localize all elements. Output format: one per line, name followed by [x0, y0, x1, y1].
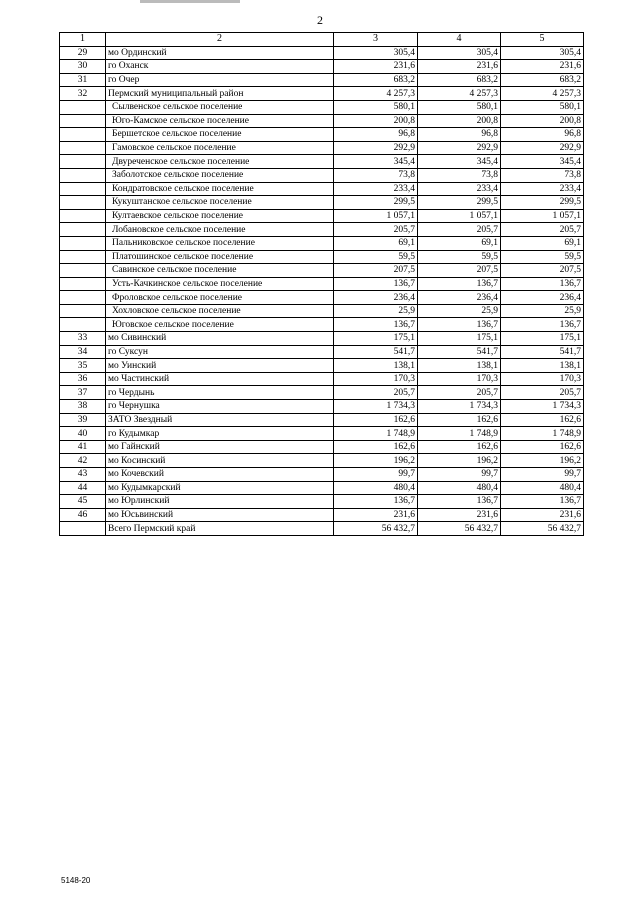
municipality-name-cell: мо Уинский [106, 359, 334, 373]
table-row [60, 182, 584, 196]
value-col5-cell: 138,1 [501, 359, 584, 373]
row-number-cell: 39 [60, 413, 106, 427]
table-row [60, 495, 584, 509]
value-col5-cell: 136,7 [501, 318, 584, 332]
value-col5-cell: 162,6 [501, 440, 584, 454]
row-number-cell [60, 304, 106, 318]
value-col4-cell: 56 432,7 [418, 522, 501, 536]
value-col5-cell: 1 734,3 [501, 400, 584, 414]
row-number-cell: 30 [60, 60, 106, 74]
value-col5-cell: 4 257,3 [501, 87, 584, 101]
value-col5-cell: 480,4 [501, 481, 584, 495]
municipality-name-cell: го Чердынь [106, 386, 334, 400]
row-number-cell [60, 182, 106, 196]
table-row [60, 196, 584, 210]
value-col4-cell: 4 257,3 [418, 87, 501, 101]
budget-table [59, 32, 584, 536]
row-number-cell: 29 [60, 46, 106, 60]
municipality-name-cell: Двуреченское сельское поселение [106, 155, 334, 169]
row-number-cell: 31 [60, 73, 106, 87]
value-col4-cell: 236,4 [418, 291, 501, 305]
row-number-cell [60, 264, 106, 278]
table-row [60, 372, 584, 386]
municipality-name-cell: Бершетское сельское поселение [106, 128, 334, 142]
value-col5-cell: 345,4 [501, 155, 584, 169]
table-row [60, 209, 584, 223]
value-col5-cell: 1 057,1 [501, 209, 584, 223]
value-col4-cell: 138,1 [418, 359, 501, 373]
column-header: 4 [418, 33, 501, 47]
table-body [60, 33, 584, 536]
municipality-name-cell: Юго-Камское сельское поселение [106, 114, 334, 128]
table-row [60, 277, 584, 291]
table-row [60, 223, 584, 237]
value-col4-cell: 580,1 [418, 100, 501, 114]
value-col4-cell: 480,4 [418, 481, 501, 495]
value-col3-cell: 136,7 [334, 318, 418, 332]
value-col4-cell: 292,9 [418, 141, 501, 155]
value-col5-cell: 233,4 [501, 182, 584, 196]
table-row [60, 87, 584, 101]
value-col4-cell: 196,2 [418, 454, 501, 468]
value-col5-cell: 683,2 [501, 73, 584, 87]
table-row [60, 468, 584, 482]
row-number-cell [60, 128, 106, 142]
value-col4-cell: 96,8 [418, 128, 501, 142]
value-col3-cell: 236,4 [334, 291, 418, 305]
table-row [60, 332, 584, 346]
value-col5-cell: 96,8 [501, 128, 584, 142]
row-number-cell [60, 250, 106, 264]
value-col3-cell: 196,2 [334, 454, 418, 468]
row-number-cell: 45 [60, 495, 106, 509]
table-header-row [60, 33, 584, 47]
table-row [60, 522, 584, 536]
value-col3-cell: 136,7 [334, 495, 418, 509]
value-col3-cell: 345,4 [334, 155, 418, 169]
value-col5-cell: 25,9 [501, 304, 584, 318]
value-col3-cell: 207,5 [334, 264, 418, 278]
value-col3-cell: 162,6 [334, 440, 418, 454]
row-number-cell [60, 291, 106, 305]
municipality-name-cell: мо Косинский [106, 454, 334, 468]
column-header: 1 [60, 33, 106, 47]
table-row [60, 359, 584, 373]
municipality-name-cell: мо Кудымкарский [106, 481, 334, 495]
table-row [60, 427, 584, 441]
municipality-name-cell: Фроловское сельское поселение [106, 291, 334, 305]
value-col5-cell: 305,4 [501, 46, 584, 60]
table-row [60, 413, 584, 427]
value-col5-cell: 207,5 [501, 264, 584, 278]
value-col5-cell: 231,6 [501, 508, 584, 522]
value-col5-cell: 170,3 [501, 372, 584, 386]
municipality-name-cell: Гамовское сельское поселение [106, 141, 334, 155]
table-row [60, 60, 584, 74]
row-number-cell: 41 [60, 440, 106, 454]
value-col3-cell: 170,3 [334, 372, 418, 386]
value-col4-cell: 25,9 [418, 304, 501, 318]
municipality-name-cell: го Очер [106, 73, 334, 87]
municipality-name-cell: Заболотское сельское поселение [106, 168, 334, 182]
scan-artifact [140, 0, 240, 3]
row-number-cell [60, 522, 106, 536]
municipality-name-cell: Сылвенское сельское поселение [106, 100, 334, 114]
value-col4-cell: 1 734,3 [418, 400, 501, 414]
value-col3-cell: 59,5 [334, 250, 418, 264]
municipality-name-cell: го Кудымкар [106, 427, 334, 441]
value-col4-cell: 1 748,9 [418, 427, 501, 441]
value-col4-cell: 99,7 [418, 468, 501, 482]
value-col3-cell: 73,8 [334, 168, 418, 182]
municipality-name-cell: мо Частинский [106, 372, 334, 386]
value-col3-cell: 25,9 [334, 304, 418, 318]
value-col4-cell: 136,7 [418, 318, 501, 332]
row-number-cell: 37 [60, 386, 106, 400]
municipality-name-cell: Пермский муниципальный район [106, 87, 334, 101]
value-col3-cell: 233,4 [334, 182, 418, 196]
value-col4-cell: 170,3 [418, 372, 501, 386]
municipality-name-cell: Юговское сельское поселение [106, 318, 334, 332]
value-col3-cell: 175,1 [334, 332, 418, 346]
value-col4-cell: 207,5 [418, 264, 501, 278]
value-col4-cell: 136,7 [418, 277, 501, 291]
row-number-cell: 32 [60, 87, 106, 101]
row-number-cell: 46 [60, 508, 106, 522]
table-row [60, 141, 584, 155]
value-col5-cell: 205,7 [501, 223, 584, 237]
column-header: 2 [106, 33, 334, 47]
table-row [60, 318, 584, 332]
table-row [60, 264, 584, 278]
value-col4-cell: 683,2 [418, 73, 501, 87]
municipality-name-cell: мо Кочевский [106, 468, 334, 482]
table-row [60, 250, 584, 264]
municipality-name-cell: Кукуштанское сельское поселение [106, 196, 334, 210]
row-number-cell [60, 196, 106, 210]
value-col3-cell: 69,1 [334, 236, 418, 250]
table-row [60, 155, 584, 169]
table-row [60, 400, 584, 414]
row-number-cell [60, 114, 106, 128]
value-col5-cell: 231,6 [501, 60, 584, 74]
value-col4-cell: 73,8 [418, 168, 501, 182]
row-number-cell [60, 141, 106, 155]
municipality-name-cell: го Чернушка [106, 400, 334, 414]
value-col3-cell: 205,7 [334, 386, 418, 400]
row-number-cell: 42 [60, 454, 106, 468]
table-row [60, 440, 584, 454]
table-row [60, 128, 584, 142]
municipality-name-cell: Савинское сельское поселение [106, 264, 334, 278]
value-col5-cell: 580,1 [501, 100, 584, 114]
municipality-name-cell: Култаевское сельское поселение [106, 209, 334, 223]
value-col3-cell: 1 057,1 [334, 209, 418, 223]
row-number-cell: 34 [60, 345, 106, 359]
value-col3-cell: 162,6 [334, 413, 418, 427]
value-col3-cell: 4 257,3 [334, 87, 418, 101]
table-row [60, 304, 584, 318]
value-col4-cell: 136,7 [418, 495, 501, 509]
page-number: 2 [317, 13, 323, 27]
municipality-name-cell: мо Гайнский [106, 440, 334, 454]
row-number-cell: 33 [60, 332, 106, 346]
value-col3-cell: 56 432,7 [334, 522, 418, 536]
value-col3-cell: 96,8 [334, 128, 418, 142]
value-col4-cell: 69,1 [418, 236, 501, 250]
value-col5-cell: 162,6 [501, 413, 584, 427]
municipality-name-cell: мо Сивинский [106, 332, 334, 346]
value-col5-cell: 236,4 [501, 291, 584, 305]
value-col5-cell: 56 432,7 [501, 522, 584, 536]
municipality-name-cell: Хохловское сельское поселение [106, 304, 334, 318]
table-row [60, 345, 584, 359]
value-col4-cell: 205,7 [418, 386, 501, 400]
municipality-name-cell: Платошинское сельское поселение [106, 250, 334, 264]
value-col5-cell: 175,1 [501, 332, 584, 346]
table-row [60, 386, 584, 400]
value-col4-cell: 162,6 [418, 440, 501, 454]
value-col5-cell: 292,9 [501, 141, 584, 155]
row-number-cell [60, 168, 106, 182]
municipality-name-cell: го Суксун [106, 345, 334, 359]
row-number-cell [60, 277, 106, 291]
value-col3-cell: 299,5 [334, 196, 418, 210]
value-col5-cell: 69,1 [501, 236, 584, 250]
value-col4-cell: 305,4 [418, 46, 501, 60]
value-col3-cell: 136,7 [334, 277, 418, 291]
value-col3-cell: 1 748,9 [334, 427, 418, 441]
municipality-name-cell: мо Ординский [106, 46, 334, 60]
value-col4-cell: 231,6 [418, 60, 501, 74]
value-col4-cell: 1 057,1 [418, 209, 501, 223]
value-col4-cell: 345,4 [418, 155, 501, 169]
row-number-cell [60, 155, 106, 169]
value-col4-cell: 175,1 [418, 332, 501, 346]
value-col5-cell: 1 748,9 [501, 427, 584, 441]
value-col3-cell: 200,8 [334, 114, 418, 128]
value-col5-cell: 73,8 [501, 168, 584, 182]
row-number-cell [60, 100, 106, 114]
value-col5-cell: 196,2 [501, 454, 584, 468]
value-col3-cell: 683,2 [334, 73, 418, 87]
table-row [60, 168, 584, 182]
municipality-name-cell: Усть-Качкинское сельское поселение [106, 277, 334, 291]
value-col3-cell: 292,9 [334, 141, 418, 155]
table-row [60, 508, 584, 522]
value-col4-cell: 231,6 [418, 508, 501, 522]
table-row [60, 73, 584, 87]
row-number-cell: 35 [60, 359, 106, 373]
row-number-cell: 36 [60, 372, 106, 386]
table-row [60, 481, 584, 495]
row-number-cell: 40 [60, 427, 106, 441]
value-col5-cell: 200,8 [501, 114, 584, 128]
value-col4-cell: 200,8 [418, 114, 501, 128]
table-row [60, 236, 584, 250]
value-col5-cell: 136,7 [501, 277, 584, 291]
column-header: 3 [334, 33, 418, 47]
value-col5-cell: 299,5 [501, 196, 584, 210]
municipality-name-cell: Пальниковское сельское поселение [106, 236, 334, 250]
value-col3-cell: 580,1 [334, 100, 418, 114]
row-number-cell: 44 [60, 481, 106, 495]
value-col3-cell: 480,4 [334, 481, 418, 495]
value-col3-cell: 205,7 [334, 223, 418, 237]
row-number-cell [60, 223, 106, 237]
table-row [60, 291, 584, 305]
value-col5-cell: 136,7 [501, 495, 584, 509]
column-header: 5 [501, 33, 584, 47]
value-col3-cell: 541,7 [334, 345, 418, 359]
value-col5-cell: 59,5 [501, 250, 584, 264]
municipality-name-cell: Всего Пермский край [106, 522, 334, 536]
value-col5-cell: 205,7 [501, 386, 584, 400]
value-col3-cell: 231,6 [334, 508, 418, 522]
value-col3-cell: 1 734,3 [334, 400, 418, 414]
row-number-cell: 43 [60, 468, 106, 482]
value-col4-cell: 541,7 [418, 345, 501, 359]
value-col5-cell: 99,7 [501, 468, 584, 482]
document-code: 5148-20 [61, 876, 91, 885]
table-row [60, 454, 584, 468]
table-row [60, 100, 584, 114]
row-number-cell [60, 209, 106, 223]
row-number-cell: 38 [60, 400, 106, 414]
value-col3-cell: 305,4 [334, 46, 418, 60]
municipality-name-cell: ЗАТО Звездный [106, 413, 334, 427]
municipality-name-cell: мо Юсьвинский [106, 508, 334, 522]
value-col4-cell: 162,6 [418, 413, 501, 427]
table-row [60, 46, 584, 60]
value-col4-cell: 233,4 [418, 182, 501, 196]
row-number-cell [60, 236, 106, 250]
value-col3-cell: 138,1 [334, 359, 418, 373]
municipality-name-cell: Лобановское сельское поселение [106, 223, 334, 237]
table-row [60, 114, 584, 128]
municipality-name-cell: го Оханск [106, 60, 334, 74]
municipality-name-cell: мо Юрлинский [106, 495, 334, 509]
value-col4-cell: 205,7 [418, 223, 501, 237]
row-number-cell [60, 318, 106, 332]
value-col5-cell: 541,7 [501, 345, 584, 359]
value-col4-cell: 299,5 [418, 196, 501, 210]
value-col3-cell: 231,6 [334, 60, 418, 74]
municipality-name-cell: Кондратовское сельское поселение [106, 182, 334, 196]
value-col4-cell: 59,5 [418, 250, 501, 264]
value-col3-cell: 99,7 [334, 468, 418, 482]
